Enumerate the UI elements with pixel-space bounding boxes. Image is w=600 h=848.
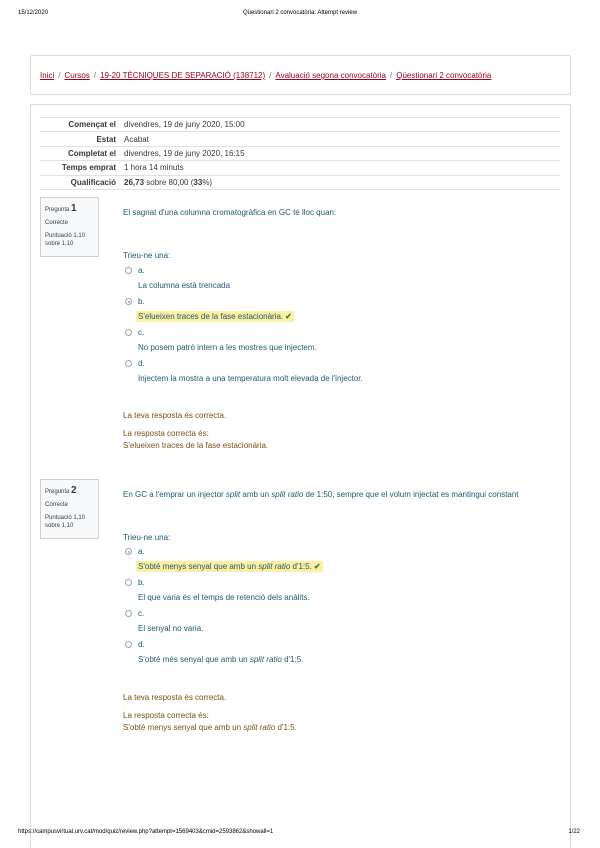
breadcrumb-link-course[interactable]: 19-20 TÈCNIQUES DE SEPARACIÓ (138712) [100,71,266,80]
question-info-1 [40,197,99,257]
print-page-number: 1/22 [568,829,580,835]
option-letter: c. [138,328,145,337]
summary-value [122,175,560,189]
question-text-italic: split [225,490,241,499]
summary-label: Completat el [40,146,122,160]
option-text: El que varia és el temps de retenció dels anàlits. [138,593,310,602]
option-text: d'1:5. [281,655,304,664]
summary-row-grade [40,175,560,189]
question-text-italic: split ratio [271,490,304,499]
question-text [123,490,519,499]
breadcrumb [40,71,491,80]
summary-row-started [40,118,560,132]
attempt-summary-table [40,117,560,190]
option-text: El senyal no varia. [138,624,204,633]
print-header [0,0,600,22]
option-text-mixed [136,654,305,665]
summary-value: 1 hora 14 minuts [122,161,560,175]
answer-prompt: Trieu-ne una: [123,533,171,542]
radio-icon[interactable] [125,329,132,336]
radio-icon[interactable] [125,360,132,367]
question-text-part: En GC a l'emprar un injector [123,490,226,499]
summary-row-completed [40,146,560,160]
option-text: S'obté més senyal que amb un [138,655,250,664]
grade-score: 26,73 [124,177,145,187]
feedback-text: La teva resposta és correcta. [123,693,227,702]
question-grade: Puntuació 1,10 sobre 1,10 [45,233,86,247]
summary-label: Estat [40,132,122,146]
question-number: 2 [71,485,77,496]
question-text-part: de 1:50, sempre que el volum injectat es mantingui constant [303,490,519,499]
correct-answer-label: La resposta correcta és: [123,429,209,438]
grade-end: %) [202,177,213,187]
breadcrumb-separator: / [93,71,97,80]
summary-label: Qualificació [40,175,122,189]
summary-value: divendres, 19 de juny 2020, 15:00 [122,118,560,132]
radio-icon[interactable] [125,548,132,555]
check-icon: ✔ [285,312,292,321]
question-label: Pregunta [45,207,70,213]
option-letter: a. [138,547,145,556]
radio-icon[interactable] [125,641,132,648]
option-letter: c. [138,609,145,618]
correct-answer-text: S'elueixen traces de la fase estacionària. [123,441,269,450]
answer-prompt: Trieu-ne una: [123,251,171,260]
feedback-text: La teva resposta és correcta. [123,411,227,420]
option-text-italic: split ratio [249,655,282,664]
option-text-selected [136,311,294,322]
question-grade: Puntuació 1,10 sobre 1,10 [45,515,86,529]
summary-row-state [40,132,560,146]
breadcrumb-separator: / [58,71,61,80]
print-title: Qüestionari 2 convocatòria: Attempt review [242,10,358,16]
summary-value: Acabat [122,132,560,146]
question-info-2 [40,479,99,539]
question-state: Correcte [45,219,69,226]
correct-answer-part: S'obté menys senyal que amb un [123,723,244,732]
print-date: 15/12/2020 [18,10,49,16]
option-text: La columna està trencada [138,281,231,290]
breadcrumb-link-home[interactable]: Inici [40,71,55,80]
grade-total: sobre 80,00 ( [144,177,194,187]
option-letter: d. [138,640,145,649]
correct-answer-text [123,723,297,732]
breadcrumb-box [30,55,571,95]
correct-answer-italic: split ratio [243,723,276,732]
option-letter: b. [138,578,145,587]
option-letter: a. [138,266,145,275]
question-text-part: amb un [240,490,272,499]
breadcrumb-link-section[interactable]: Avaluació segona convocatòria [275,71,386,80]
correct-answer-part: d'1:5. [275,723,297,732]
radio-icon[interactable] [125,298,132,305]
radio-icon[interactable] [125,267,132,274]
question-text: El sagnat d'una columna cromatogràfica en GC té lloc quan: [123,208,337,217]
summary-label: Temps emprat [40,161,122,175]
summary-row-time-taken [40,161,560,175]
summary-label: Començat el [40,118,122,132]
option-text: d'1:5. [290,562,312,571]
option-letter: d. [138,359,145,368]
correct-answer-label: La resposta correcta és: [123,711,209,720]
option-letter: b. [138,297,145,306]
option-text-italic: split ratio [258,562,291,571]
option-text-selected [136,561,323,572]
summary-value: divendres, 19 de juny 2020, 16:15 [122,146,560,160]
breadcrumb-separator: / [389,71,393,80]
breadcrumb-separator: / [269,71,272,80]
radio-icon[interactable] [125,610,132,617]
question-label: Pregunta [45,489,70,495]
option-text: Injectem la mostra a una temperatura molt elevada de l'injector. [138,374,363,383]
print-url: https://campusvirtual.urv.cat/mod/quiz/review.php?attempt=1569403&cmid=2593862&showall=1 [18,829,274,835]
question-state: Correcte [45,501,69,508]
check-icon: ✔ [313,562,321,571]
option-text: S'elueixen traces de la fase estacionària. [138,312,284,321]
breadcrumb-link-quiz[interactable]: Qüestionari 2 convocatòria [396,71,492,80]
radio-icon[interactable] [125,579,132,586]
option-text: S'obté menys senyal que amb un [138,562,259,571]
option-text: No posem patró intern a les mostres que injectem. [138,343,317,352]
question-number: 1 [71,203,77,214]
breadcrumb-link-courses[interactable]: Cursos [64,71,90,80]
grade-percent: 33 [193,177,203,187]
